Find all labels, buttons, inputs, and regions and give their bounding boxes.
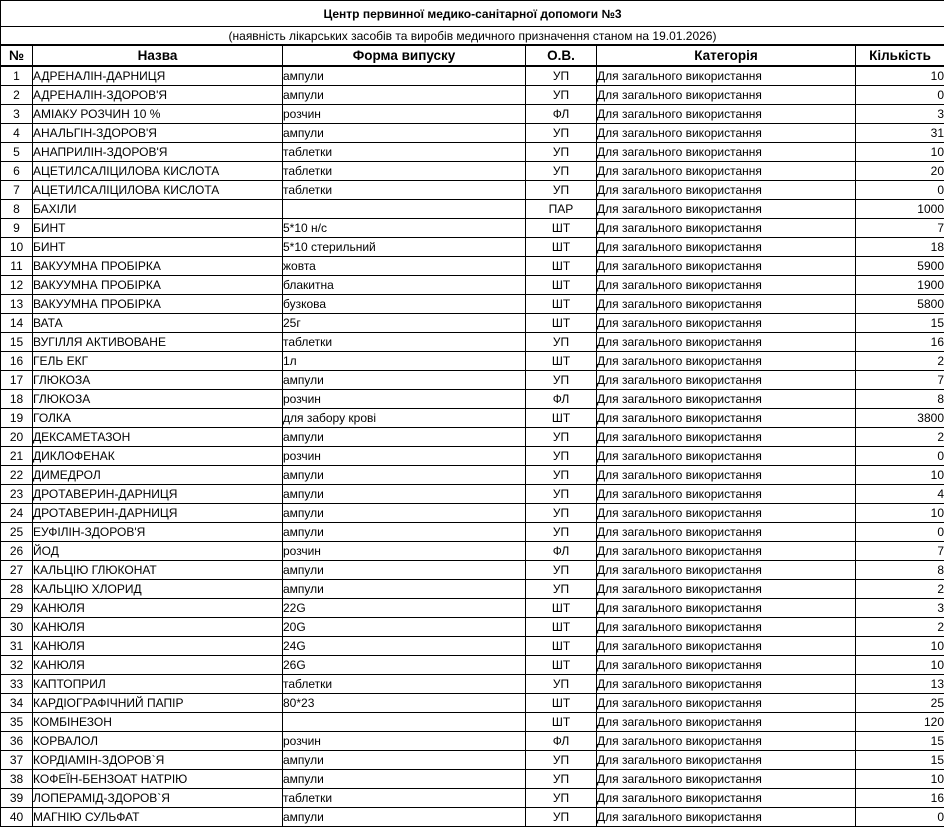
category-cell: Для загального використання [597,504,856,523]
name-cell: ЛОПЕРАМІД-ЗДОРОВ`Я [33,789,283,808]
category-cell: Для загального використання [597,789,856,808]
name-cell: КАНЮЛЯ [33,637,283,656]
quantity-cell: 5900 [856,257,944,276]
unit-cell: УП [526,66,597,86]
unit-cell: ШТ [526,257,597,276]
name-cell: АНАЛЬГІН-ЗДОРОВ'Я [33,124,283,143]
quantity-cell: 4 [856,485,944,504]
name-cell: КОРДІАМІН-ЗДОРОВ`Я [33,751,283,770]
category-cell: Для загального використання [597,466,856,485]
column-header-category: Категорія [597,45,856,66]
category-cell: Для загального використання [597,713,856,732]
quantity-cell: 15 [856,751,944,770]
form-cell: блакитна [283,276,526,295]
table-row [1,542,944,561]
column-header-form: Форма випуску [283,45,526,66]
form-cell: бузкова [283,295,526,314]
table-row [1,504,944,523]
name-cell: АДРЕНАЛІН-ЗДОРОВ'Я [33,86,283,105]
unit-cell: УП [526,466,597,485]
category-cell: Для загального використання [597,124,856,143]
unit-cell: ФЛ [526,390,597,409]
quantity-cell: 3 [856,105,944,124]
category-cell: Для загального використання [597,599,856,618]
unit-cell: ФЛ [526,732,597,751]
row-number-cell: 29 [1,599,33,618]
row-number-cell: 26 [1,542,33,561]
category-cell: Для загального використання [597,162,856,181]
form-cell: жовта [283,257,526,276]
unit-cell: ШТ [526,314,597,333]
category-cell: Для загального використання [597,447,856,466]
form-cell: таблетки [283,143,526,162]
name-cell: АЦЕТИЛСАЛІЦИЛОВА КИСЛОТА [33,181,283,200]
quantity-cell: 10 [856,637,944,656]
category-cell: Для загального використання [597,200,856,219]
name-cell: БИНТ [33,238,283,257]
category-cell: Для загального використання [597,428,856,447]
row-number-cell: 25 [1,523,33,542]
table-row [1,66,944,86]
form-cell: ампули [283,523,526,542]
category-cell: Для загального використання [597,618,856,637]
page-subtitle: (наявність лікарських засобів та виробів медичного призначення станом на 19.01.2026) [1,27,944,46]
name-cell: ЕУФІЛІН-ЗДОРОВ'Я [33,523,283,542]
category-cell: Для загального використання [597,770,856,789]
form-cell: 22G [283,599,526,618]
name-cell: ВАКУУМНА ПРОБІРКА [33,295,283,314]
category-cell: Для загального використання [597,143,856,162]
table-row [1,162,944,181]
form-cell: ампули [283,808,526,827]
unit-cell: УП [526,561,597,580]
name-cell: ДЕКСАМЕТАЗОН [33,428,283,447]
name-cell: КОФЕЇН-БЕНЗОАТ НАТРІЮ [33,770,283,789]
quantity-cell: 8 [856,561,944,580]
form-cell [283,713,526,732]
quantity-cell: 0 [856,523,944,542]
quantity-cell: 5800 [856,295,944,314]
row-number-cell: 31 [1,637,33,656]
quantity-cell: 7 [856,371,944,390]
name-cell: ВАКУУМНА ПРОБІРКА [33,257,283,276]
form-cell: ампули [283,66,526,86]
name-cell: ВУГІЛЛЯ АКТИВОВАНЕ [33,333,283,352]
name-cell: КАЛЬЦІЮ ХЛОРИД [33,580,283,599]
table-row [1,732,944,751]
column-header-name: Назва [33,45,283,66]
name-cell: КАНЮЛЯ [33,656,283,675]
name-cell: КОМБІНЕЗОН [33,713,283,732]
unit-cell: УП [526,86,597,105]
category-cell: Для загального використання [597,86,856,105]
name-cell: АНАПРИЛІН-ЗДОРОВ'Я [33,143,283,162]
name-cell: ГЛЮКОЗА [33,371,283,390]
table-row [1,656,944,675]
form-cell: 20G [283,618,526,637]
table-row [1,618,944,637]
table-row [1,257,944,276]
row-number-cell: 21 [1,447,33,466]
row-number-cell: 38 [1,770,33,789]
name-cell: ДРОТАВЕРИН-ДАРНИЦЯ [33,504,283,523]
form-cell: розчин [283,105,526,124]
quantity-cell: 10 [856,770,944,789]
quantity-cell: 16 [856,789,944,808]
row-number-cell: 17 [1,371,33,390]
quantity-cell: 2 [856,352,944,371]
category-cell: Для загального використання [597,66,856,86]
table-row [1,181,944,200]
unit-cell: УП [526,580,597,599]
row-number-cell: 32 [1,656,33,675]
unit-cell: ШТ [526,276,597,295]
table-row [1,105,944,124]
table-row [1,523,944,542]
title-row [1,1,944,27]
table-row [1,314,944,333]
row-number-cell: 19 [1,409,33,428]
unit-cell: ФЛ [526,542,597,561]
subtitle-row [1,27,944,46]
quantity-cell: 15 [856,732,944,751]
row-number-cell: 15 [1,333,33,352]
unit-cell: ШТ [526,694,597,713]
name-cell: ДИКЛОФЕНАК [33,447,283,466]
unit-cell: ФЛ [526,105,597,124]
quantity-cell: 1000 [856,200,944,219]
row-number-cell: 30 [1,618,33,637]
category-cell: Для загального використання [597,732,856,751]
category-cell: Для загального використання [597,409,856,428]
form-cell: 5*10 н/с [283,219,526,238]
form-cell: 25г [283,314,526,333]
category-cell: Для загального використання [597,295,856,314]
table-row [1,561,944,580]
unit-cell: ШТ [526,618,597,637]
table-row [1,466,944,485]
unit-cell: ШТ [526,219,597,238]
name-cell: КАРДІОГРАФІЧНИЙ ПАПІР [33,694,283,713]
category-cell: Для загального використання [597,352,856,371]
row-number-cell: 20 [1,428,33,447]
quantity-cell: 10 [856,656,944,675]
name-cell: БАХІЛИ [33,200,283,219]
form-cell [283,200,526,219]
table-row [1,219,944,238]
category-cell: Для загального використання [597,808,856,827]
table-row [1,333,944,352]
table-row [1,428,944,447]
row-number-cell: 13 [1,295,33,314]
row-number-cell: 33 [1,675,33,694]
quantity-cell: 25 [856,694,944,713]
category-cell: Для загального використання [597,333,856,352]
unit-cell: УП [526,333,597,352]
category-cell: Для загального використання [597,105,856,124]
row-number-cell: 11 [1,257,33,276]
quantity-cell: 31 [856,124,944,143]
unit-cell: УП [526,143,597,162]
row-number-cell: 9 [1,219,33,238]
column-header-quantity: Кількість [856,45,944,66]
quantity-cell: 0 [856,447,944,466]
quantity-cell: 10 [856,504,944,523]
table-row [1,143,944,162]
form-cell: 1л [283,352,526,371]
quantity-cell: 10 [856,143,944,162]
form-cell: таблетки [283,162,526,181]
quantity-cell: 7 [856,542,944,561]
form-cell: ампули [283,371,526,390]
category-cell: Для загального використання [597,580,856,599]
table-row [1,200,944,219]
row-number-cell: 34 [1,694,33,713]
quantity-cell: 1900 [856,276,944,295]
unit-cell: УП [526,808,597,827]
category-cell: Для загального використання [597,542,856,561]
category-cell: Для загального використання [597,675,856,694]
name-cell: КАЛЬЦІЮ ГЛЮКОНАТ [33,561,283,580]
row-number-cell: 2 [1,86,33,105]
unit-cell: УП [526,675,597,694]
name-cell: БИНТ [33,219,283,238]
row-number-cell: 4 [1,124,33,143]
name-cell: КАНЮЛЯ [33,599,283,618]
quantity-cell: 0 [856,808,944,827]
row-number-cell: 16 [1,352,33,371]
name-cell: АДРЕНАЛІН-ДАРНИЦЯ [33,66,283,86]
category-cell: Для загального використання [597,751,856,770]
unit-cell: УП [526,447,597,466]
table-row [1,124,944,143]
form-cell: ампули [283,428,526,447]
table-row [1,409,944,428]
row-number-cell: 14 [1,314,33,333]
table-row [1,86,944,105]
category-cell: Для загального використання [597,181,856,200]
row-number-cell: 3 [1,105,33,124]
row-number-cell: 27 [1,561,33,580]
category-cell: Для загального використання [597,637,856,656]
category-cell: Для загального використання [597,694,856,713]
name-cell: ГЛЮКОЗА [33,390,283,409]
unit-cell: ПАР [526,200,597,219]
quantity-cell: 2 [856,428,944,447]
quantity-cell: 16 [856,333,944,352]
unit-cell: УП [526,162,597,181]
form-cell: ампули [283,561,526,580]
name-cell: КАПТОПРИЛ [33,675,283,694]
category-cell: Для загального використання [597,238,856,257]
form-cell: 24G [283,637,526,656]
category-cell: Для загального використання [597,257,856,276]
table-row [1,238,944,257]
form-cell: ампули [283,485,526,504]
column-header-unit: О.В. [526,45,597,66]
table-row [1,390,944,409]
form-cell: розчин [283,390,526,409]
form-cell: таблетки [283,181,526,200]
quantity-cell: 8 [856,390,944,409]
quantity-cell: 13 [856,675,944,694]
quantity-cell: 20 [856,162,944,181]
category-cell: Для загального використання [597,561,856,580]
quantity-cell: 120 [856,713,944,732]
unit-cell: УП [526,504,597,523]
row-number-cell: 8 [1,200,33,219]
category-cell: Для загального використання [597,371,856,390]
table-row [1,675,944,694]
quantity-cell: 10 [856,466,944,485]
form-cell: таблетки [283,675,526,694]
form-cell: ампули [283,86,526,105]
unit-cell: УП [526,485,597,504]
form-cell: ампули [283,124,526,143]
category-cell: Для загального використання [597,219,856,238]
form-cell: розчин [283,732,526,751]
table-row [1,694,944,713]
name-cell: ДРОТАВЕРИН-ДАРНИЦЯ [33,485,283,504]
table-row [1,808,944,827]
unit-cell: ШТ [526,352,597,371]
category-cell: Для загального використання [597,314,856,333]
name-cell: ВАТА [33,314,283,333]
row-number-cell: 28 [1,580,33,599]
unit-cell: УП [526,428,597,447]
category-cell: Для загального використання [597,656,856,675]
table-row [1,789,944,808]
form-cell: 80*23 [283,694,526,713]
unit-cell: ШТ [526,713,597,732]
unit-cell: УП [526,523,597,542]
name-cell: КОРВАЛОЛ [33,732,283,751]
category-cell: Для загального використання [597,276,856,295]
unit-cell: ШТ [526,656,597,675]
form-cell: ампули [283,504,526,523]
unit-cell: ШТ [526,599,597,618]
name-cell: АЦЕТИЛСАЛІЦИЛОВА КИСЛОТА [33,162,283,181]
quantity-cell: 18 [856,238,944,257]
quantity-cell: 3 [856,599,944,618]
name-cell: ГОЛКА [33,409,283,428]
category-cell: Для загального використання [597,523,856,542]
form-cell: розчин [283,447,526,466]
quantity-cell: 0 [856,86,944,105]
table-row [1,751,944,770]
row-number-cell: 7 [1,181,33,200]
unit-cell: ШТ [526,295,597,314]
name-cell: ЙОД [33,542,283,561]
unit-cell: УП [526,751,597,770]
table-row [1,770,944,789]
row-number-cell: 5 [1,143,33,162]
unit-cell: УП [526,371,597,390]
form-cell: ампули [283,770,526,789]
form-cell: таблетки [283,789,526,808]
table-row [1,637,944,656]
row-number-cell: 23 [1,485,33,504]
row-number-cell: 35 [1,713,33,732]
quantity-cell: 0 [856,181,944,200]
form-cell: розчин [283,542,526,561]
quantity-cell: 15 [856,314,944,333]
table-row [1,276,944,295]
table-row [1,447,944,466]
name-cell: ВАКУУМНА ПРОБІРКА [33,276,283,295]
name-cell: АМІАКУ РОЗЧИН 10 % [33,105,283,124]
quantity-cell: 3800 [856,409,944,428]
row-number-cell: 39 [1,789,33,808]
row-number-cell: 24 [1,504,33,523]
row-number-cell: 37 [1,751,33,770]
table-row [1,295,944,314]
unit-cell: УП [526,124,597,143]
table-row [1,485,944,504]
row-number-cell: 40 [1,808,33,827]
unit-cell: УП [526,789,597,808]
table-row [1,352,944,371]
form-cell: 5*10 стерильний [283,238,526,257]
row-number-cell: 36 [1,732,33,751]
column-header-no: № [1,45,33,66]
table-body [1,66,944,827]
quantity-cell: 2 [856,618,944,637]
name-cell: ДИМЕДРОЛ [33,466,283,485]
row-number-cell: 10 [1,238,33,257]
column-header-row [1,45,944,66]
name-cell: МАГНІЮ СУЛЬФАТ [33,808,283,827]
form-cell: таблетки [283,333,526,352]
quantity-cell: 10 [856,66,944,86]
table-row [1,713,944,732]
category-cell: Для загального використання [597,485,856,504]
name-cell: ГЕЛЬ ЕКГ [33,352,283,371]
category-cell: Для загального використання [597,390,856,409]
form-cell: для забору крові [283,409,526,428]
unit-cell: УП [526,181,597,200]
form-cell: ампули [283,751,526,770]
quantity-cell: 7 [856,219,944,238]
page-title: Центр первинної медико-санітарної допомоги №3 [1,1,944,27]
table-row [1,580,944,599]
row-number-cell: 12 [1,276,33,295]
name-cell: КАНЮЛЯ [33,618,283,637]
table-row [1,599,944,618]
table-row [1,371,944,390]
unit-cell: ШТ [526,637,597,656]
unit-cell: УП [526,770,597,789]
row-number-cell: 6 [1,162,33,181]
unit-cell: ШТ [526,238,597,257]
form-cell: ампули [283,466,526,485]
form-cell: ампули [283,580,526,599]
unit-cell: ШТ [526,409,597,428]
form-cell: 26G [283,656,526,675]
row-number-cell: 22 [1,466,33,485]
row-number-cell: 1 [1,66,33,86]
quantity-cell: 2 [856,580,944,599]
row-number-cell: 18 [1,390,33,409]
